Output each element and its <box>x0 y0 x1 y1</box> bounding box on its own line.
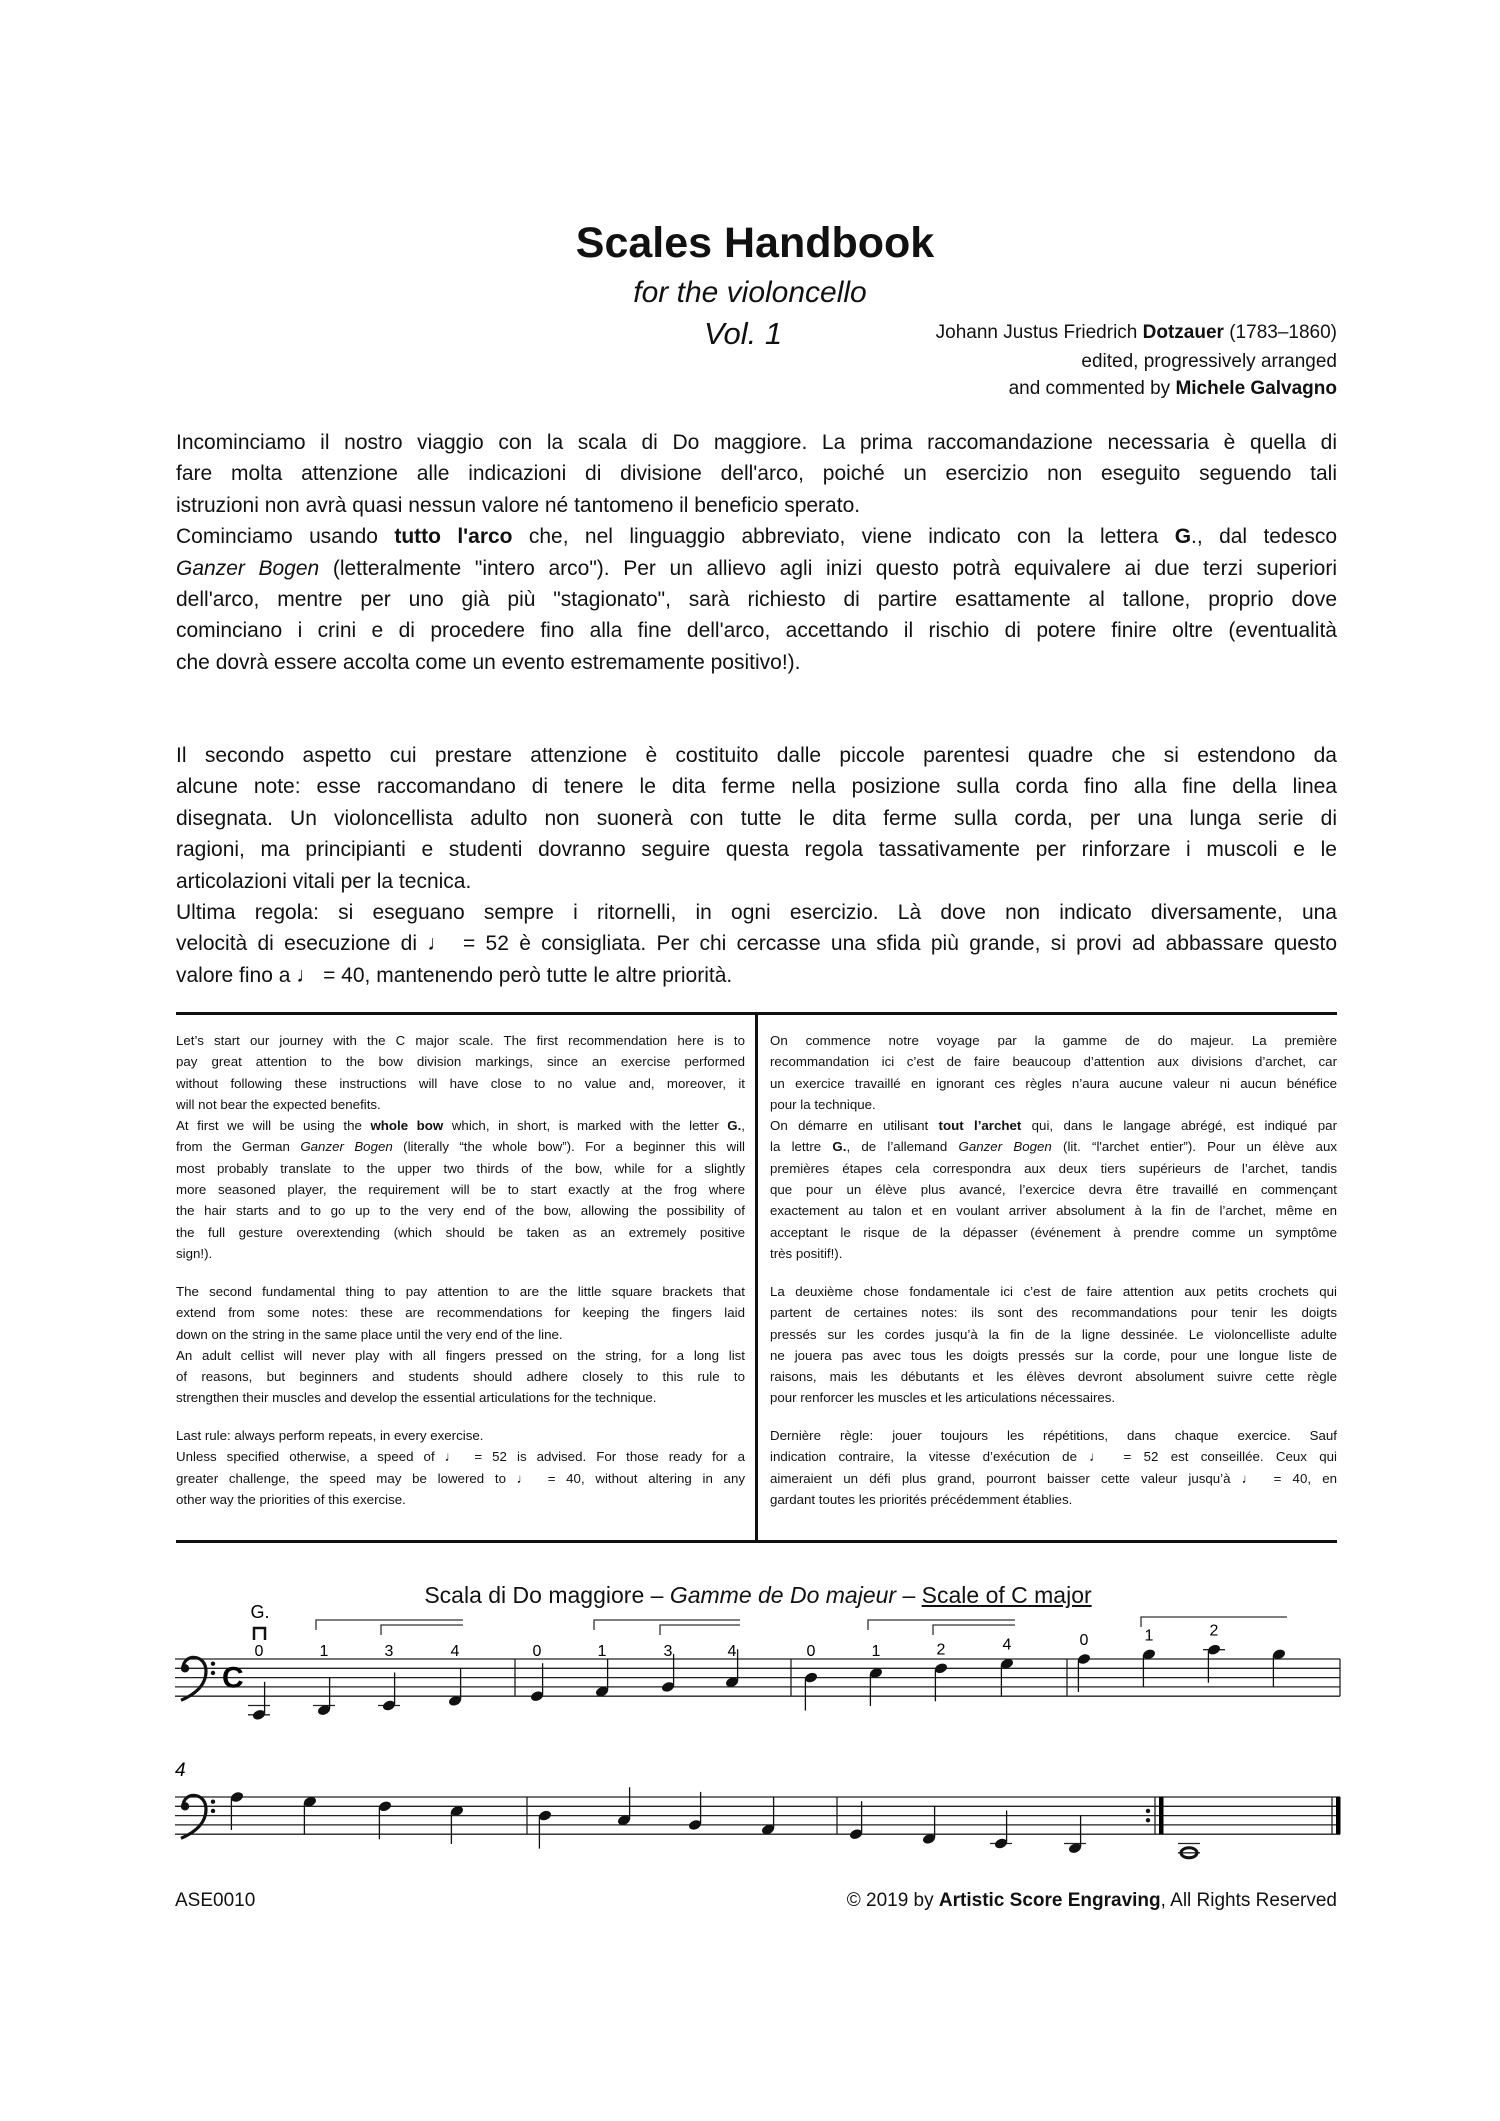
editor-credit-line1: edited, progressively arranged <box>1081 351 1337 372</box>
text-run: ragioni, ma principianti e studenti dovranno seguire questa regola tassativamente per rinforzare i muscoli e le <box>176 838 1337 862</box>
italic-text: Ganzer Bogen <box>300 1139 393 1155</box>
scale-title-english: Scale of C major <box>921 1582 1092 1608</box>
editor-prefix: and commented by <box>1008 378 1176 399</box>
text-run: ne jouera pas avec tous les doigts pressés sur la corde, pour une longue liste de <box>770 1347 1337 1363</box>
text-run: Dernière règle: jouer toujours les répétitions, dans chaque exercice. Sauf <box>770 1428 1337 1443</box>
text-run: partent de certaines notes: ils sont des recommandations pour tenir les doigts <box>770 1305 1337 1321</box>
repeat-dot <box>1146 1809 1150 1813</box>
text-run: ., dal tedesco <box>1191 525 1338 549</box>
text-run: indication contraire, la vitesse d’exécution de ♩ = 52 est conseillée. Ceux qui <box>770 1449 1337 1465</box>
scale-title-italian: Scala di Do maggiore – <box>424 1582 670 1608</box>
fingering: 3 <box>663 1643 673 1660</box>
text-run: (lit. “l'archet entier”). Pour un élève aux <box>1051 1139 1337 1155</box>
bass-clef-icon <box>181 1795 215 1838</box>
staff-system <box>175 1760 1341 1858</box>
down-bow-icon <box>254 1628 265 1640</box>
text-run: will not bear the expected benefits. <box>176 1096 381 1112</box>
fingering: 1 <box>1144 1627 1154 1645</box>
text-run: Incominciamo il nostro viaggio con la scala di Do maggiore. La prima raccomandazione necessaria è quella di <box>176 431 1337 454</box>
text-run: , <box>741 1118 745 1134</box>
volume-label: Vol. 1 <box>704 316 783 351</box>
clef-dot <box>211 1809 215 1813</box>
staff-system <box>175 1602 1340 1721</box>
text-run: gardant toutes les priorités précédemment établies. <box>770 1491 1073 1507</box>
text-run: La deuxième chose fondamentale ici c’est de faire attention aux petits crochets qui <box>770 1284 1337 1299</box>
composer-name: Dotzauer <box>1142 322 1224 343</box>
page-title: Scales Handbook <box>575 219 935 267</box>
text-run: dell'arco, mentre per uno già più "stagionato", sarà richiesto di partire esattamente al tallone, proprio dove <box>176 588 1337 612</box>
clef-dot <box>211 1671 215 1675</box>
time-signature: C <box>222 1661 244 1695</box>
bold-text: G. <box>727 1118 742 1134</box>
text-run: pay great attention to the bow division markings, since an exercise performed <box>176 1054 745 1070</box>
fingering: 0 <box>254 1643 264 1660</box>
composer-prefix: Johann Justus Friedrich <box>935 322 1143 343</box>
text-run: que pour un élève plus avancé, l’exercice devra être travaillé en commençant <box>770 1182 1337 1198</box>
text-run: recommandation ici c’est de faire beaucoup d’attention aux divisions d’archet, car <box>770 1054 1337 1070</box>
text-run: which, in short, is marked with the letter <box>443 1118 728 1134</box>
text-run: Let’s start our journey with the C major scale. The first recommendation here is to <box>176 1033 745 1048</box>
text-run: The second fundamental thing to pay attention to are the little square brackets that <box>176 1284 745 1299</box>
fingering: 1 <box>871 1643 881 1660</box>
text-run: pour renforcer les muscles et les articulations nécessaires. <box>770 1390 1116 1406</box>
text-run: At first we will be using the <box>176 1118 371 1134</box>
text-run: velocità di esecuzione di ♩ = 52 è consigliata. Per chi cercasse una sfida più grande, si provi ad abbassare questo <box>176 932 1337 956</box>
bow-marking: G. <box>250 1602 270 1622</box>
text-run: valore fino a ♩ = 40, mantenendo però tutte le altre priorità. <box>176 963 733 987</box>
text-run: exactement au talon et en voulant arriver absolument à la fin de l’archet, même en <box>770 1203 1337 1219</box>
text-run: disegnata. Un violoncellista adulto non suonerà con tutte le dita ferme sulla corda, per una lunga serie di <box>176 806 1337 830</box>
text-run: acceptant le risque de la dépasser (événement à prendre comme un symptôme <box>770 1224 1337 1240</box>
text-run: Il secondo aspetto cui prestare attenzione è costituito dalle piccole parentesi quadre che si estendono da <box>176 744 1337 767</box>
fingering: 1 <box>319 1643 329 1660</box>
text-run: down on the string in the same place until the very end of the line. <box>176 1326 563 1342</box>
measure-number: 4 <box>175 1760 186 1781</box>
text-run: the hair starts and to go up to the very end of the bow, allowing the possibility of <box>176 1203 745 1219</box>
bold-text: tutto l'arco <box>394 525 513 549</box>
text-run: other way the priorities of this exercise. <box>176 1491 406 1507</box>
page-subtitle: for the violoncello <box>633 276 867 309</box>
final-barline-thick <box>1336 1797 1341 1834</box>
scale-title-separator: – <box>896 1582 922 1608</box>
catalog-code: ASE0010 <box>175 1890 256 1911</box>
fingering: 2 <box>936 1641 946 1659</box>
fingering: 0 <box>806 1643 816 1660</box>
bold-text: tout l’archet <box>938 1118 1022 1134</box>
text-run: qui, dans le langage abrégé, est indiqué par <box>1021 1118 1338 1134</box>
fingering: 4 <box>727 1643 737 1660</box>
bass-clef-icon <box>181 1657 215 1700</box>
fingering: 3 <box>384 1643 394 1660</box>
text-run: la lettre <box>770 1139 833 1155</box>
repeat-barline-thick <box>1159 1797 1164 1834</box>
fingering: 4 <box>1002 1636 1012 1654</box>
text-run: (literally “the whole bow”). For a beginner this will <box>392 1139 745 1155</box>
text-run: Cominciamo usando <box>176 525 395 549</box>
finger-hold-bracket <box>933 1625 1015 1635</box>
text-run: , de l’allemand <box>846 1139 959 1155</box>
text-run: strengthen their muscles and develop the essential articulations for the technique. <box>176 1390 657 1406</box>
clef-dot <box>211 1799 215 1803</box>
bold-text: whole bow <box>370 1118 444 1134</box>
composer-dates: (1783–1860) <box>1223 322 1337 343</box>
text-run: fare molta attenzione alle indicazioni di divisione dell'arco, poiché un esercizio non eseguito seguendo tali <box>176 462 1337 486</box>
clef-curve <box>181 1795 206 1838</box>
fingering: 0 <box>532 1643 542 1660</box>
text-run: greater challenge, the speed may be lowered to ♩ = 40, without altering in any <box>176 1470 745 1486</box>
italic-text: Ganzer Bogen <box>176 556 320 580</box>
text-run: without following these instructions will have close to no value and, moreover, it <box>176 1075 745 1091</box>
clef-dot <box>211 1661 215 1665</box>
text-run: che, nel linguaggio abbreviato, viene indicato con la lettera <box>512 525 1175 549</box>
text-run: istruzioni non avrà quasi nessun valore né tantomeno il beneficio sperato. <box>176 493 861 517</box>
text-run: Last rule: always perform repeats, in every exercise. <box>176 1428 484 1443</box>
copyright-prefix: © 2019 by <box>846 1890 939 1911</box>
text-run: un exercice travaillé en ignorant ces règles n’aura aucune valeur ni aucun bénéfice <box>770 1075 1337 1091</box>
text-run: more seasoned player, the requirement will be to start exactly at the frog where <box>176 1182 745 1198</box>
bold-text: G <box>1174 525 1192 549</box>
text-run: sign!). <box>176 1245 213 1261</box>
fingering: 1 <box>597 1643 607 1660</box>
clef-curve <box>181 1657 206 1700</box>
fingering: 4 <box>450 1643 460 1660</box>
text-run: extend from some notes: these are recommendations for keeping the fingers laid <box>176 1305 745 1321</box>
text-run: most probably translate to the upper two thirds of the bow, while for a slightly <box>176 1160 745 1176</box>
text-run: (letteralmente "intero arco"). Per un allievo agli inizi questo potrà equivalere ai due terzi superiori <box>319 556 1337 580</box>
text-run: cominciano i crini e di procedere fino alla fine dell'arco, accettando il rischio di potere finire oltre (eventualità <box>176 619 1337 643</box>
text-run: of reasons, but beginners and students should adhere closely to this rule to <box>176 1369 745 1385</box>
text-run: from the German <box>176 1139 301 1155</box>
text-run: the full gesture overextending (which should be taken as an extremely positive <box>176 1224 745 1240</box>
text-run: An adult cellist will never play with all fingers pressed on the string, for a long list <box>176 1347 745 1363</box>
text-run: On démarre en utilisant <box>770 1118 939 1134</box>
text-run: alcune note: esse raccomandano di tenere le dita ferme nella posizione sulla corda fino alla fine della linea <box>176 775 1337 799</box>
publisher-name: Artistic Score Engraving <box>938 1890 1161 1911</box>
italic-text: Ganzer Bogen <box>958 1139 1052 1155</box>
text-run: aimeraient un défi plus grand, pourront baisser cette valeur jusqu’à ♩ = 40, en <box>770 1470 1337 1486</box>
fingering: 0 <box>1079 1632 1089 1649</box>
text-run: premières étapes cela correspondra aux deux tiers supérieurs de l’archet, tandis <box>770 1160 1337 1176</box>
text-run: pressés sur les cordes jusqu’à la fin de la ligne dessinée. Le violoncelliste adulte <box>770 1326 1337 1342</box>
fingering: 2 <box>1209 1622 1219 1640</box>
text-run: très positif!). <box>770 1245 843 1261</box>
text-run: che dovrà essere accolta come un evento estremamente positivo!). <box>176 650 801 674</box>
text-run: articolazioni vitali per la tecnica. <box>176 869 472 893</box>
finger-hold-bracket <box>381 1625 463 1635</box>
finger-hold-bracket <box>660 1625 740 1635</box>
editor-name: Michele Galvagno <box>1175 378 1337 399</box>
text-run: raisons, mais les débutants et les élèves devront absolument suivre cette règle <box>770 1369 1337 1385</box>
scale-title-french: Gamme de Do majeur <box>669 1582 897 1608</box>
repeat-dot <box>1146 1818 1150 1822</box>
copyright-notice <box>847 1888 1337 1914</box>
text-run: Ultima regola: si eseguano sempre i ritornelli, in ogni esercizio. Là dove non indicato diversamente, una <box>176 901 1337 924</box>
copyright-suffix: , All Rights Reserved <box>1160 1890 1337 1911</box>
bold-text: G. <box>832 1139 847 1155</box>
text-run: On commence notre voyage par la gamme de do majeur. La première <box>770 1033 1337 1048</box>
text-run: Unless specified otherwise, a speed of ♩ = 52 is advised. For those ready for a <box>176 1449 745 1465</box>
text-run: pour la technique. <box>770 1096 876 1112</box>
